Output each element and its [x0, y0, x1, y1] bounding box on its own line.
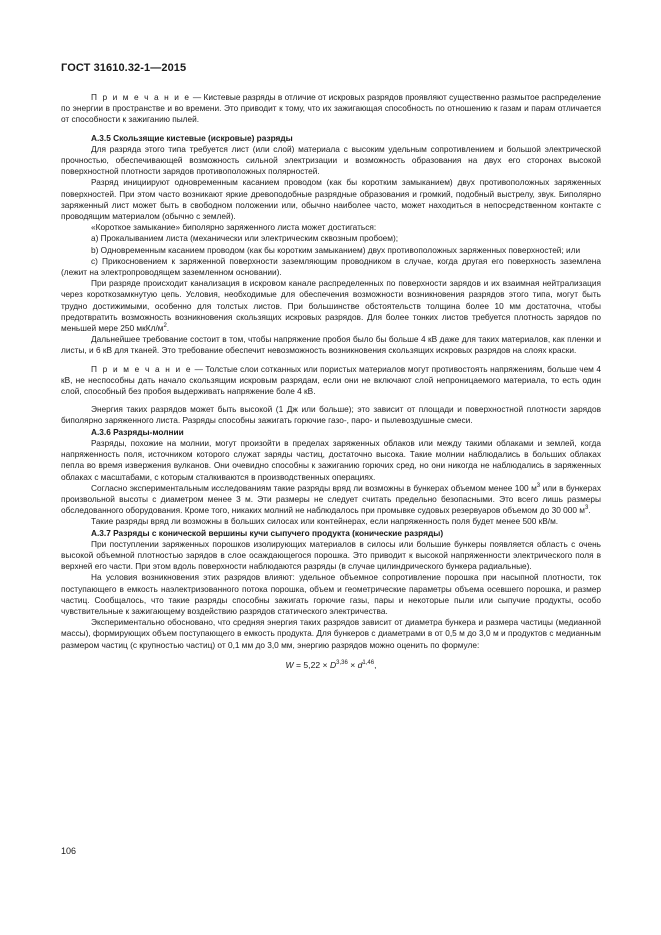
note-paragraph — [61, 364, 601, 398]
formula-dd: d — [357, 659, 363, 670]
energy-formula — [61, 660, 601, 671]
note-text: — Толстые слои сотканных или пористых материалов могут противостоять напряжениям, больше чем 4 кВ, не неспособны дать начало скользящим искровым разрядам, если они не включают слой непроницаемого материала, то есть один слой, способный без пробоя выдерживать напряжение боле 4 кВ. — [61, 363, 601, 397]
paragraph: Разряд инициируют одновременным касанием проводом (как бы коротким замыканием) двух противоположных заряженных поверхностей. При этом часто возникают яркие древоподобные разрядные образования и громкий, подобный выстрелу, звук. Биполярно заряженный лист может быть в свободном положении или, обычно наиболее часто, может находиться в непосредственном контакте с проводящим материалом (обычно с землей). — [61, 177, 601, 222]
formula-part: = 5,22 × — [293, 659, 330, 670]
list-item-b: b) Одновременным касанием проводом (как бы коротким замыканием) двух противоположных заряженных поверхностей; или — [91, 244, 581, 255]
paragraph: Дальнейшее требование состоит в том, чтобы напряжение пробоя было бы больше 4 кВ даже для таких материалов, как пленки и листы, и 6 кВ для тканей. Это требование обеспечит невозможность возникновения скользящих искровых разрядов на слоях краски. — [61, 334, 601, 356]
note-label: П р и м е ч а н и е — [91, 363, 193, 374]
paragraph: Разряды, похожие на молнии, могут произойти в пределах заряженных облаков или между такими облаками и землей, когда напряженность поля, источником которого служат заряды частиц, достаточно высока. Такие молнии наблюдались в больших облаках пепла во время извержения вулканов. Они очевидно способны к зажиганию горючих сред, но они никогда не наблюдались в заряженных облаках с масштабами, с которым сталкиваются в производственных операциях. — [61, 437, 601, 482]
paragraph: Такие разряды вряд ли возможны в больших силосах или контейнерах, если напряженность поля будет менее 500 кВ/м. — [91, 516, 559, 527]
paragraph: При поступлении заряженных порошков изолирующих материалов в силосы или большие бункеры появляется область с очень высокой объемной плотностью зарядов в слое осаждающегося порошка. Это приводит к высокой напряженности электрического поля в верхней его части. При этом вдоль поверхности наблюдаются разряды (в случае цилиндрического бункера радиальные). — [61, 538, 601, 572]
formula-part: , — [374, 659, 377, 670]
paragraph: Энергия таких разрядов может быть высокой (1 Дж или больше); это зависит от площади и поверхностной плотности зарядов биполярно заряженного листа. Разряды способны зажигать горючие газо-, паро- и пылевоздушные смеси. — [61, 404, 601, 426]
superscript: 3 — [536, 482, 541, 489]
formula-d: D — [329, 659, 337, 670]
formula-exponent: 1,46 — [362, 659, 375, 666]
formula-exponent: 3,36 — [336, 659, 348, 666]
standard-header: ГОСТ 31610.32-1—2015 — [61, 62, 187, 74]
superscript: 2 — [163, 323, 167, 330]
formula-part: × — [347, 659, 358, 670]
text-span: . — [588, 505, 591, 516]
list-item-a: a) Прокалыванием листа (механически или электрическим сквозным пробоем); — [91, 233, 399, 244]
superscript: 3 — [584, 505, 589, 512]
text-span: Согласно экспериментальным исследованиям такие разряды вряд ли возможны в бункерах объемом менее 100 м — [91, 482, 537, 493]
paragraph — [61, 278, 601, 334]
paragraph: Для разряда этого типа требуется лист (или слой) материала с высоким удельным сопротивлением и большой электрической прочностью, обеспечивающей возможность сильной электризации и возможность образования на двух его сторонах высокой поверхностной плотности зарядов противоположных полярностей. — [61, 143, 601, 177]
note-text: — Кистевые разряды в отличие от искровых разрядов проявляют существенно размытое распределение по энергии в пространстве и во времени. Это приводит к тому, что их зажигающая способность по отношению к газам и парам отличается от способности к зажиганию пылей. — [61, 92, 601, 125]
formula-w: W — [285, 659, 294, 670]
paragraph: «Короткое замыкание» биполярно заряженного листа может достигаться: — [91, 222, 377, 233]
list-item-c: c) Прикосновением к заряженной поверхности заземляющим проводником в случае, когда другая его поверхность заземлена (лежит на электропроводящем заземленном основании). — [61, 255, 601, 278]
text-span: . — [166, 323, 170, 334]
paragraph — [61, 483, 601, 517]
page-content — [61, 92, 601, 671]
section-heading-a37: А.3.7 Разряды с конической вершины кучи сыпучего продукта (конические разряды) — [91, 527, 444, 538]
section-heading-a35: А.3.5 Скользящие кистевые (искровые) разряды — [91, 132, 293, 143]
text-span: При разряде происходит канализация в искровом канале распределенных по поверхности зарядов и их взаимная нейтрализация через короткозамкнутую цепь. Условия, необходимые для обеспечения возможности возникновения разрядов этого типа, могут быть трудно достижимыми, особенно для толстых листов. При большинстве обстоятельств толщина более 10 мм достаточна, чтобы предотвратить возможность возникновения скользящих искровых разрядов. Для более тонких листов требуется плотность зарядов по меньшей мере 250 мкКл/м — [61, 278, 601, 334]
note-paragraph — [61, 92, 601, 126]
paragraph: На условия возникновения этих разрядов влияют: удельное объемное сопротивление порошка при насыпной плотности, ток поступающего в емкость наэлектризованного потока порошка, объем и геометрические параметры объема осевшего порошка, и размер частиц. Сообщалось, что такие разряды способны зажигать горючие газы, пары и некоторые пыли или сыпучие продукты, особо чувствительные к зажигающему воздействию разрядов статического электричества. — [61, 572, 601, 616]
text-span: или в бункерах произвольной высоты с диаметром менее 3 м. Эти размеры не следует считать предельно безопасными. Это всего лишь размеры обследованного оборудования. Кроме того, никаких молний не наблюдалось при промывке судовых резервуаров объемом до 30 000 м — [61, 482, 602, 516]
paragraph: Экспериментально обосновано, что средняя энергия таких разрядов зависит от диаметра бункера и размера частицы (медианной массы), формирующих объем поступающего в емкость продукта. Для бункеров с диаметрами в от 0,5 м до 3,0 м и продуктов с медианным размером частиц (с крупностью частиц) от 0,1 мм до 3,0 мм, энергию разрядов можно оценить по формуле: — [61, 617, 601, 650]
note-label: П р и м е ч а н и е — [91, 92, 191, 102]
section-heading-a36: А.3.6 Разряды-молнии — [91, 426, 184, 437]
page-number: 106 — [61, 846, 77, 856]
